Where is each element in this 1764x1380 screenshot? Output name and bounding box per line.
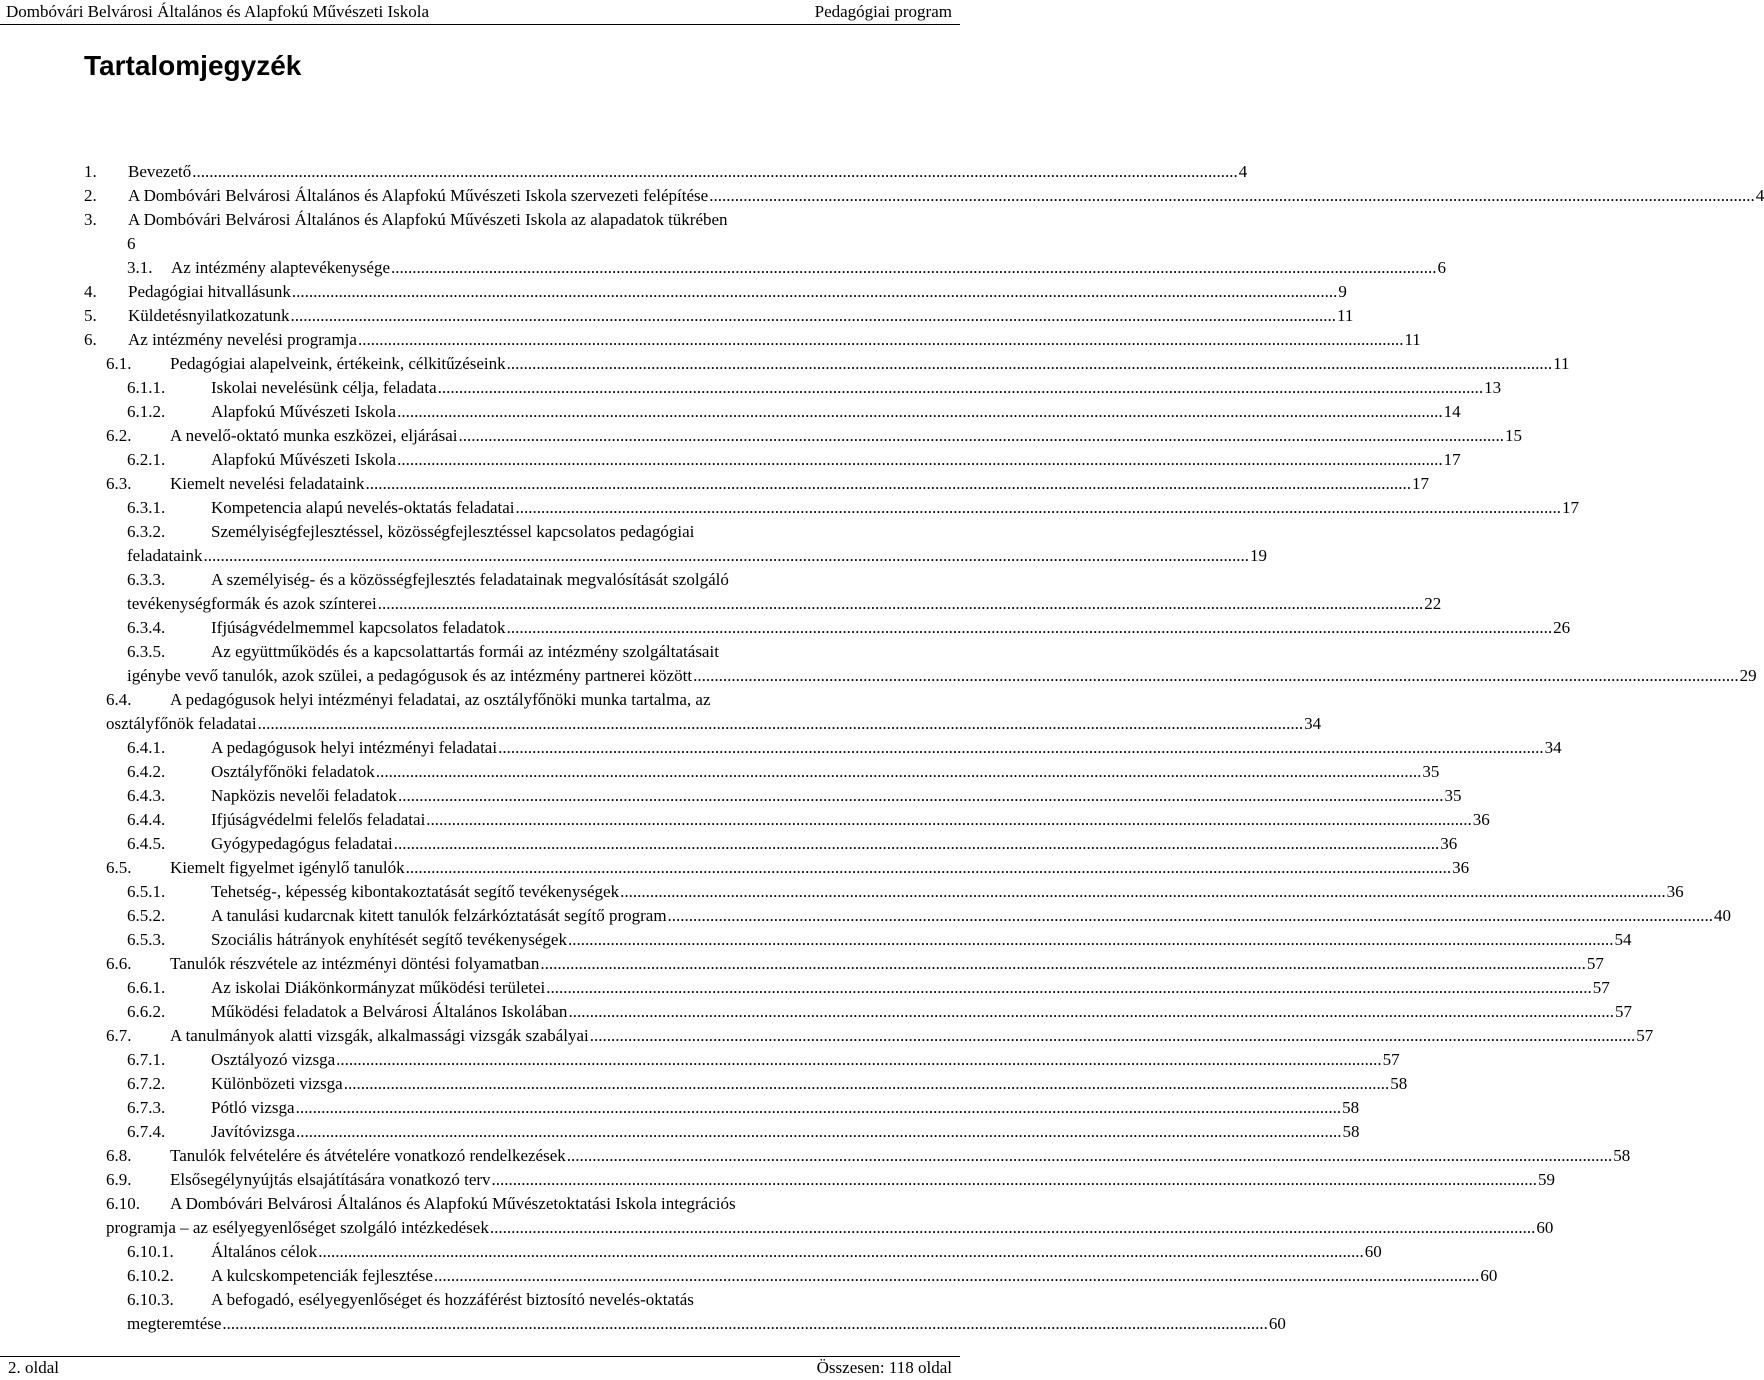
toc-entry[interactable] [127, 880, 1684, 904]
toc-dot-leader [568, 928, 1614, 952]
page-footer [0, 1358, 960, 1380]
toc-entry[interactable] [127, 256, 1447, 280]
toc-entry-page: 36 [1440, 834, 1458, 853]
toc-entry-number: 6.4. [106, 690, 132, 709]
toc-dot-leader [540, 952, 1586, 976]
toc-entry-page: 9 [1338, 282, 1347, 301]
toc-entry-page: 35 [1422, 762, 1440, 781]
toc-entry[interactable] [127, 1120, 1360, 1144]
page-title: Tartalomjegyzék [84, 50, 302, 81]
toc-entry-title: Különbözeti vizsga [211, 1074, 343, 1093]
toc-entry[interactable] [106, 712, 1322, 736]
toc-entry[interactable] [127, 928, 1632, 952]
toc-entry-title: Küldetésnyilatkozatunk [128, 306, 290, 325]
toc-dot-leader [490, 1216, 1536, 1240]
toc-entry[interactable] [127, 760, 1440, 784]
toc-dot-leader [438, 376, 1484, 400]
toc-dot-leader [391, 256, 1437, 280]
toc-entry-page: 36 [1472, 810, 1490, 829]
toc-dot-leader [296, 1096, 1342, 1120]
toc-dot-leader [546, 976, 1592, 1000]
toc-entry[interactable] [127, 448, 1461, 472]
toc-entry[interactable] [127, 496, 1579, 520]
toc-entry-page: 34 [1304, 714, 1322, 733]
toc-entry[interactable] [106, 688, 880, 712]
toc-entry[interactable] [127, 520, 880, 544]
toc-dot-leader [398, 784, 1444, 808]
toc-entry-page: 60 [1480, 1266, 1498, 1285]
toc-entry-title: Az együttműködés és a kapcsolattartás formái az intézmény szolgáltatásait [211, 642, 719, 661]
toc-entry-title: A pedagógusok helyi intézményi feladatai [211, 738, 498, 757]
toc-entry-page: 58 [1390, 1074, 1408, 1093]
toc-entry-page: 17 [1562, 498, 1579, 517]
toc-entry[interactable] [106, 424, 1522, 448]
toc-entry-number: 6.10. [106, 1194, 140, 1213]
toc-entry-number: 6.6. [106, 954, 132, 973]
toc-entry[interactable] [127, 1096, 1360, 1120]
toc-entry-page: 13 [1484, 378, 1502, 397]
toc-entry[interactable] [127, 400, 1461, 424]
toc-dot-leader [568, 1000, 1614, 1024]
toc-dot-leader [406, 856, 1452, 880]
toc-entry-number: 6.7.1. [127, 1050, 166, 1069]
toc-entry-page: 59 [1538, 1170, 1556, 1189]
toc-entry-title: 6 [127, 234, 136, 253]
toc-entry-number: 6.4.4. [127, 810, 166, 829]
toc-entry-page: 11 [1553, 354, 1570, 373]
toc-entry[interactable] [127, 376, 1502, 400]
toc-entry-title: A tanulási kudarcnak kitett tanulók felzárkóztatását segítő program [211, 906, 667, 925]
toc-dot-leader [378, 592, 1424, 616]
toc-dot-leader [296, 1120, 1342, 1144]
toc-entry[interactable] [84, 184, 1764, 208]
toc-entry-page: 57 [1636, 1026, 1654, 1045]
toc-entry-title: A nevelő-oktató munka eszközei, eljárásai [170, 426, 458, 445]
toc-entry-number: 4. [84, 282, 97, 301]
toc-dot-leader [507, 616, 1553, 640]
toc-entry-number: 6.10.1. [127, 1242, 174, 1261]
toc-entry[interactable] [127, 232, 940, 256]
toc-entry-page: 60 [1268, 1314, 1286, 1333]
toc-entry-page: 4 [1755, 186, 1764, 205]
toc-dot-leader [458, 424, 1504, 448]
toc-entry-page: 36 [1452, 858, 1470, 877]
toc-entry-number: 6.1. [106, 354, 132, 373]
toc-entry-title: Napközis nevelői feladatok [211, 786, 397, 805]
toc-entry-title: Az intézmény nevelési programja [128, 330, 357, 349]
toc-entry[interactable] [127, 832, 1458, 856]
toc-entry[interactable] [106, 472, 1429, 496]
toc-entry-number: 6.10.3. [127, 1290, 174, 1309]
toc-entry[interactable] [127, 568, 880, 592]
toc-entry-title: Tanulók részvétele az intézményi döntési folyamatban [170, 954, 540, 973]
toc-entry-title: Működési feladatok a Belvárosi Általános Iskolában [211, 1002, 568, 1021]
toc-entry-page: 60 [1364, 1242, 1382, 1261]
toc-entry[interactable] [127, 904, 1732, 928]
toc-entry-title: A tanulmányok alatti vizsgák, alkalmassági vizsgák szabályai [170, 1026, 589, 1045]
toc-entry[interactable] [127, 736, 1562, 760]
toc-entry[interactable] [127, 808, 1490, 832]
toc-entry[interactable] [127, 1288, 880, 1312]
toc-entry[interactable] [127, 1072, 1408, 1096]
toc-entry-title: Pedagógiai hitvallásunk [128, 282, 291, 301]
toc-entry-title: Szociális hátrányok enyhítését segítő tevékenységek [211, 930, 567, 949]
toc-entry-title: tevékenységformák és azok színterei [127, 594, 377, 613]
toc-entry-title: Elsősegélynyújtás elsajátítására vonatkozó terv [170, 1170, 491, 1189]
footer-rule [0, 1356, 960, 1357]
toc-entry-number: 6.3.2. [127, 522, 166, 541]
toc-entry-title: Kompetencia alapú nevelés-oktatás feladatai [211, 498, 515, 517]
toc-dot-leader [394, 832, 1440, 856]
toc-dot-leader [365, 472, 1411, 496]
toc-entry-title: Általános célok [211, 1242, 318, 1261]
toc-entry-number: 6.4.1. [127, 738, 166, 757]
toc-entry-title: Személyiségfejlesztéssel, közösségfejlesztéssel kapcsolatos pedagógiai [211, 522, 695, 541]
toc-entry-title: osztályfőnök feladatai [106, 714, 257, 733]
toc-entry-page: 35 [1444, 786, 1462, 805]
toc-entry-title: A Dombóvári Belvárosi Általános és Alapfokú Művészetoktatási Iskola integrációs [170, 1194, 736, 1213]
toc-entry-title: A Dombóvári Belvárosi Általános és Alapfokú Művészeti Iskola szervezeti felépítése [128, 186, 709, 205]
toc-dot-leader [668, 904, 1714, 928]
toc-entry-title: A pedagógusok helyi intézményi feladatai, az osztályfőnöki munka tartalma, az [170, 690, 711, 709]
toc-dot-leader [397, 400, 1443, 424]
toc-entry-page: 22 [1424, 594, 1442, 613]
toc-entry-number: 6.3.1. [127, 498, 166, 517]
toc-entry-number: 6.3.4. [127, 618, 166, 637]
toc-entry-title: Az iskolai Diákönkormányzat működési területei [211, 978, 546, 997]
toc-entry-number: 6.5.3. [127, 930, 166, 949]
toc-entry-title: programja – az esélyegyenlőséget szolgáló intézkedések [106, 1218, 489, 1237]
toc-dot-leader [376, 760, 1422, 784]
toc-entry-title: A befogadó, esélyegyenlőséget és hozzáférést biztosító nevelés-oktatás [211, 1290, 694, 1309]
toc-entry-page: 57 [1592, 978, 1610, 997]
toc-entry-number: 6.4.2. [127, 762, 166, 781]
toc-entry-page: 17 [1443, 450, 1461, 469]
page-header [0, 0, 960, 24]
toc-entry-number: 6.1.2. [127, 402, 166, 421]
toc-entry-title: Pedagógiai alapelveink, értékeink, célkitűzéseink [170, 354, 506, 373]
toc-entry[interactable] [106, 952, 1604, 976]
toc-entry-number: 3.1. [127, 258, 153, 277]
toc-entry[interactable] [127, 592, 1442, 616]
toc-entry-page: 58 [1342, 1098, 1360, 1117]
toc-entry[interactable] [127, 1048, 1400, 1072]
toc-entry-number: 6.2.1. [127, 450, 166, 469]
toc-entry-number: 6.5. [106, 858, 132, 877]
toc-dot-leader [222, 1312, 1268, 1336]
toc-entry[interactable] [127, 616, 1571, 640]
toc-entry-page: 15 [1504, 426, 1522, 445]
toc-entry-page: 57 [1586, 954, 1604, 973]
toc-entry[interactable] [127, 544, 1268, 568]
toc-entry[interactable] [106, 1168, 1556, 1192]
toc-entry[interactable] [84, 328, 1421, 352]
toc-entry-number: 6.7.3. [127, 1098, 166, 1117]
toc-entry-number: 6.1.1. [127, 378, 166, 397]
toc-entry-number: 6.7.4. [127, 1122, 166, 1141]
toc-dot-leader [516, 496, 1562, 520]
toc-entry[interactable] [127, 784, 1462, 808]
toc-entry-page: 14 [1443, 402, 1461, 421]
toc-entry-page: 26 [1553, 618, 1571, 637]
toc-entry[interactable] [127, 1240, 1382, 1264]
toc-entry-page: 36 [1666, 882, 1684, 901]
toc-entry-number: 6.2. [106, 426, 132, 445]
toc-entry-title: Kiemelt figyelmet igénylő tanulók [170, 858, 405, 877]
toc-dot-leader [498, 736, 1544, 760]
toc-entry-number: 6.10.2. [127, 1266, 174, 1285]
toc-entry[interactable] [127, 976, 1610, 1000]
toc-entry-page: 6 [1437, 258, 1447, 277]
toc-entry-number: 6.8. [106, 1146, 132, 1165]
toc-entry-page: 29 [1739, 666, 1757, 685]
toc-entry[interactable] [127, 640, 880, 664]
toc-entry[interactable] [84, 160, 1248, 184]
toc-entry-title: igénybe vevő tanulók, azok szülei, a pedagógusok és az intézmény partnerei között [127, 666, 693, 685]
toc-entry-page: 54 [1614, 930, 1632, 949]
toc-entry-title: A kulcskompetenciák fejlesztése [211, 1266, 433, 1285]
toc-entry-page: 58 [1342, 1122, 1360, 1141]
toc-entry-title: Pótló vizsga [211, 1098, 295, 1117]
toc-entry[interactable] [127, 1000, 1632, 1024]
toc-dot-leader [258, 712, 1304, 736]
toc-entry-number: 1. [84, 162, 97, 181]
toc-entry-title: A Dombóvári Belvárosi Általános és Alapfokú Művészeti Iskola az alapadatok tükrében [128, 210, 728, 229]
toc-entry-number: 6.3. [106, 474, 132, 493]
toc-entry[interactable] [106, 1144, 1631, 1168]
toc-entry-title: megteremtése [127, 1314, 222, 1333]
toc-entry-title: Iskolai nevelésünk célja, feladata [211, 378, 437, 397]
toc-entry-number: 6.5.2. [127, 906, 166, 925]
toc-entry-number: 6.3.3. [127, 570, 166, 589]
toc-dot-leader [590, 1024, 1636, 1048]
toc-entry-page: 60 [1536, 1218, 1554, 1237]
toc-dot-leader [204, 544, 1250, 568]
toc-entry-page: 19 [1250, 546, 1268, 565]
toc-entry-number: 6.9. [106, 1170, 132, 1189]
toc-dot-leader [358, 328, 1404, 352]
toc-entry-number: 2. [84, 186, 97, 205]
toc-entry-title: Alapfokú Művészeti Iskola [211, 402, 397, 421]
toc-dot-leader [292, 280, 1338, 304]
toc-entry-title: Osztályozó vizsga [211, 1050, 336, 1069]
toc-entry[interactable] [106, 352, 1570, 376]
toc-entry-page: 4 [1238, 162, 1248, 181]
toc-entry-number: 6. [84, 330, 97, 349]
footer-page-number: 2. oldal [8, 1358, 59, 1377]
toc-entry-page: 17 [1411, 474, 1429, 493]
toc-entry-title: Tehetség-, képesség kibontakoztatását segítő tevékenységek [211, 882, 620, 901]
toc-dot-leader [426, 808, 1472, 832]
toc-entry-title: Kiemelt nevelési feladataink [170, 474, 365, 493]
toc-dot-leader [290, 304, 1336, 328]
header-rule [0, 24, 960, 25]
toc-dot-leader [492, 1168, 1538, 1192]
footer-total-pages: Összesen: 118 oldal [816, 1358, 952, 1377]
toc-entry[interactable] [127, 664, 1757, 688]
toc-entry-title: Tanulók felvételére és átvételére vonatkozó rendelkezések [170, 1146, 566, 1165]
toc-entry-title: Ifjúságvédelmemmel kapcsolatos feladatok [211, 618, 506, 637]
toc-entry-title: Ifjúságvédelmi felelős feladatai [211, 810, 426, 829]
toc-entry-title: Osztályfőnöki feladatok [211, 762, 375, 781]
toc-entry-title: Bevezető [128, 162, 192, 181]
toc-dot-leader [709, 184, 1755, 208]
toc-entry-number: 6.6.2. [127, 1002, 166, 1021]
toc-dot-leader [693, 664, 1739, 688]
toc-entry[interactable] [84, 280, 1347, 304]
toc-entry-title: Alapfokú Művészeti Iskola [211, 450, 397, 469]
toc-entry-number: 6.5.1. [127, 882, 166, 901]
toc-dot-leader [567, 1144, 1613, 1168]
toc-entry[interactable] [106, 1216, 1554, 1240]
toc-entry-number: 3. [84, 210, 97, 229]
toc-entry[interactable] [106, 1192, 880, 1216]
toc-entry[interactable] [106, 1024, 1654, 1048]
toc-entry-page: 58 [1613, 1146, 1631, 1165]
toc-entry[interactable] [106, 856, 1470, 880]
toc-entry-page: 57 [1614, 1002, 1632, 1021]
toc-dot-leader [434, 1264, 1480, 1288]
toc-entry-number: 6.4.3. [127, 786, 166, 805]
toc-entry-title: Javítóvizsga [211, 1122, 296, 1141]
toc-entry-title: feladataink [127, 546, 203, 565]
toc-dot-leader [620, 880, 1666, 904]
toc-entry-page: 34 [1544, 738, 1562, 757]
toc-dot-leader [192, 160, 1238, 184]
toc-entry-number: 6.7.2. [127, 1074, 166, 1093]
toc-entry-title: Az intézmény alaptevékenysége [171, 258, 391, 277]
header-school-name: Dombóvári Belvárosi Általános és Alapfokú Művészeti Iskola [6, 2, 430, 21]
toc-entry-page: 57 [1382, 1050, 1400, 1069]
toc-entry-page: 40 [1714, 906, 1732, 925]
header-document-name: Pedagógiai program [814, 2, 952, 21]
toc-entry[interactable] [84, 208, 940, 232]
toc-entry-number: 5. [84, 306, 97, 325]
toc-dot-leader [336, 1048, 1382, 1072]
toc-entry-title: A személyiség- és a közösségfejlesztés feladatainak megvalósítását szolgáló [211, 570, 729, 589]
toc-entry-number: 6.6.1. [127, 978, 166, 997]
toc-entry-page: 11 [1336, 306, 1354, 325]
toc-dot-leader [318, 1240, 1364, 1264]
toc-dot-leader [397, 448, 1443, 472]
toc-entry[interactable] [127, 1312, 1286, 1336]
toc-entry-page: 11 [1404, 330, 1421, 349]
toc-entry-number: 6.4.5. [127, 834, 166, 853]
toc-entry-title: Gyógypedagógus feladatai [211, 834, 393, 853]
toc-entry[interactable] [127, 1264, 1498, 1288]
toc-entry-number: 6.3.5. [127, 642, 166, 661]
toc-entry[interactable] [84, 304, 1354, 328]
toc-entry-number: 6.7. [106, 1026, 132, 1045]
toc-dot-leader [344, 1072, 1390, 1096]
toc-dot-leader [507, 352, 1553, 376]
